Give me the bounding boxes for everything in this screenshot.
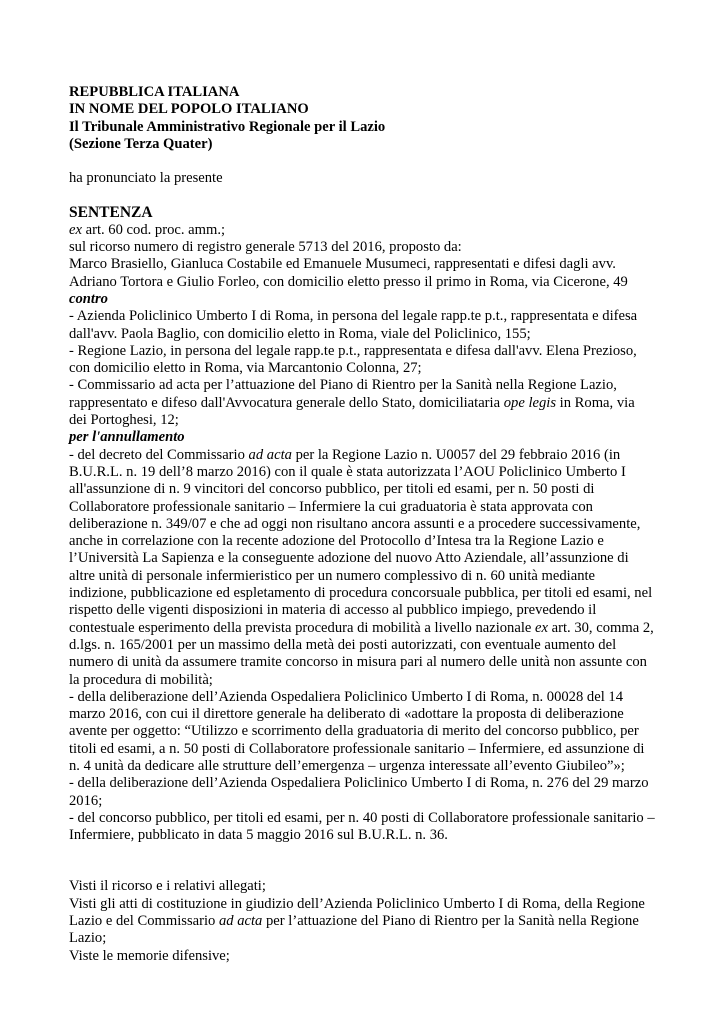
visti-ad-acta: ad acta bbox=[218, 913, 263, 930]
contro-text: rappresentato e difeso dall'Avvocatura generale dello Stato, domiciliataria bbox=[69, 394, 504, 411]
contro-line: - Commissario ad acta per l’attuazione del Piano di Rientro per la Sanità nella Regione Lazio, bbox=[69, 377, 617, 394]
intro-line: ha pronunciato la presente bbox=[69, 170, 223, 187]
decreto-text: - del decreto del Commissario bbox=[69, 446, 249, 463]
contro-line: dei Portoghesi, 12; bbox=[69, 412, 179, 429]
visti-line: Visti gli atti di costituzione in giudizio dell’Azienda Policlinico Umberto I di Roma, della Regione bbox=[69, 895, 645, 912]
decreto-line: numero di unità da assumere tramite concorso in misura pari al numero delle unità non assunte con bbox=[69, 654, 647, 671]
delibera-line: titoli ed esami, a n. 50 posti di Collaboratore professionale sanitario – Infermiere, ed assunzione di bbox=[69, 740, 645, 757]
decreto-line: indizione, pubblicazione ed espletamento di procedura concorsuale pubblica, per titoli ed esami, nel bbox=[69, 585, 653, 602]
delibera-line: - del concorso pubblico, per titoli ed esami, per n. 40 posti di Collaboratore professionale sanitario – bbox=[69, 809, 655, 826]
document-title: SENTENZA bbox=[69, 204, 153, 222]
decreto-ex: ex bbox=[535, 619, 548, 636]
visti-line: Viste le memorie difensive; bbox=[69, 947, 230, 964]
decreto-line: rispetto delle vigenti disposizioni in materia di accesso al pubblico impiego, prevedendo il bbox=[69, 602, 597, 619]
decreto-line: deliberazione n. 349/07 e che ad oggi non risultano ancora assunti e a procedere successivamente, bbox=[69, 515, 641, 532]
visti-text: Lazio e del Commissario bbox=[69, 913, 219, 930]
delibera-line: marzo 2016, con cui il direttore generale ha deliberato di «adottare la proposta di deliberazione bbox=[69, 706, 624, 723]
delibera-line: Infermiere, pubblicato in data 5 maggio 2016 sul B.U.R.L. n. 36. bbox=[69, 827, 448, 844]
decreto-text: art. 30, comma 2, bbox=[548, 619, 654, 636]
delibera-line: n. 4 unità da dedicare alle strutture dell’emergenza – urgenza interessate all’evento Giubileo”»; bbox=[69, 757, 625, 774]
annullamento-heading: per l'annullamento bbox=[69, 429, 185, 446]
delibera-line: 2016; bbox=[69, 792, 103, 809]
delibera-line: avente per oggetto: “Utilizzo e scorrimento della graduatoria di merito del concorso pubblico, per bbox=[69, 723, 639, 740]
decreto-line: l’Università La Sapienza e la conseguente adozione del nuovo Atto Aziendale, all’assunzione di bbox=[69, 550, 629, 567]
decreto-line: la procedura di mobilità; bbox=[69, 671, 213, 688]
visti-line: Visti il ricorso e i relativi allegati; bbox=[69, 878, 266, 895]
spacer bbox=[69, 844, 684, 878]
delibera-line: - della deliberazione dell’Azienda Ospedaliera Policlinico Umberto I di Roma, n. 00028 del 14 bbox=[69, 688, 623, 705]
decreto-line: altre unità di personale infermieristico per un numero complessivo di n. 60 unità mediante bbox=[69, 567, 596, 584]
decreto-text: per la Regione Lazio n. U0057 del 29 febbraio 2016 (in bbox=[291, 446, 621, 463]
decreto-line: Collaboratore professionale sanitario – Infermiere la cui graduatoria è stata approvata con bbox=[69, 498, 593, 515]
contro-heading: contro bbox=[69, 290, 108, 307]
decreto-text: contestuale esperimento della prevista procedura di mobilità a livello nazionale bbox=[69, 619, 536, 636]
decreto-line bbox=[69, 447, 684, 464]
contro-line: - Azienda Policlinico Umberto I di Roma, in persona del legale rapp.te p.t., rappresentata e difesa bbox=[69, 308, 638, 325]
contro-text: in Roma, via bbox=[556, 394, 635, 411]
visti-line: Lazio; bbox=[69, 930, 107, 947]
header-line-tribunal: Il Tribunale Amministrativo Regionale per il Lazio bbox=[69, 118, 386, 135]
decreto-line: d.lgs. n. 165/2001 per un massimo della metà dei posti autorizzati, con eventuale aumento del bbox=[69, 636, 617, 653]
legal-basis-ex: ex bbox=[69, 221, 82, 238]
legal-basis-line bbox=[69, 222, 684, 239]
header-line-republic: REPUBBLICA ITALIANA bbox=[69, 84, 240, 100]
delibera-line: - della deliberazione dell’Azienda Ospedaliera Policlinico Umberto I di Roma, n. 276 del 29 marzo bbox=[69, 775, 649, 792]
decreto-ad-acta: ad acta bbox=[248, 446, 292, 463]
decreto-line: anche in correlazione con la recente adozione del Protocollo d’Intesa tra la Regione Lazio e bbox=[69, 533, 604, 550]
decreto-line: all'assunzione di n. 9 vincitori del concorso pubblico, per titoli ed esami, per n. 50 posti di bbox=[69, 481, 595, 498]
contro-ope-legis: ope legis bbox=[503, 394, 557, 411]
spacer bbox=[69, 153, 684, 170]
contro-line: - Regione Lazio, in persona del legale rapp.te p.t., rappresentata e difesa dall'avv. Elena Prezioso, bbox=[69, 342, 637, 359]
decreto-line: B.U.R.L. n. 19 dell’8 marzo 2016) con il quale è stata autorizzata l’AOU Policlinico Umberto I bbox=[69, 463, 626, 480]
contro-line: dall'avv. Paola Baglio, con domicilio eletto in Roma, viale del Policlinico, 155; bbox=[69, 325, 531, 342]
decreto-line bbox=[69, 620, 684, 637]
visti-text: per l’attuazione del Piano di Rientro per la Sanità nella Regione bbox=[262, 913, 639, 930]
ricorso-line: Adriano Tortora e Giulio Forleo, con domicilio eletto presso il primo in Roma, via Cicerone, 49 bbox=[69, 273, 628, 290]
ricorso-line: sul ricorso numero di registro generale 5713 del 2016, proposto da: bbox=[69, 239, 462, 256]
contro-line bbox=[69, 395, 684, 412]
legal-basis-text: art. 60 cod. proc. amm.; bbox=[81, 221, 226, 238]
visti-line bbox=[69, 913, 684, 930]
ricorso-line: Marco Brasiello, Gianluca Costabile ed Emanuele Musumeci, rappresentati e difesi dagli avv. bbox=[69, 256, 616, 273]
contro-line: con domicilio eletto in Roma, via Marcantonio Colonna, 27; bbox=[69, 360, 422, 377]
header-line-section: (Sezione Terza Quater) bbox=[69, 135, 213, 152]
header-line-people: IN NOME DEL POPOLO ITALIANO bbox=[69, 101, 309, 118]
spacer bbox=[69, 187, 684, 204]
